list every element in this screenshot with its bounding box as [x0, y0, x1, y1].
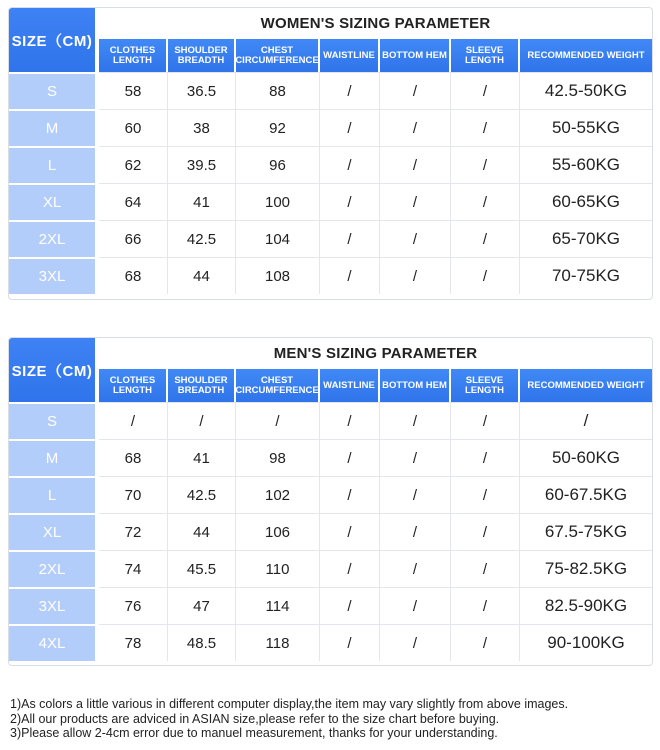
size-label: 2XL [9, 220, 97, 257]
cell-chest-circumference: / [236, 402, 320, 439]
cell-chest-circumference: 104 [236, 220, 320, 257]
cell-sleeve-length: / [451, 624, 520, 661]
size-label: 2XL [9, 550, 97, 587]
cell-bottom-hem: / [380, 550, 451, 587]
cell-waistline: / [320, 220, 380, 257]
cell-chest-circumference: 88 [236, 72, 320, 109]
cell-waistline: / [320, 513, 380, 550]
footnote: 3)Please allow 2-4cm error due to manuel measurement, thanks for your understanding. [10, 726, 498, 740]
cell-recommended-weight: 60-65KG [520, 183, 652, 220]
col-header-chest-circumference: CHEST CIRCUMFERENCE [236, 39, 320, 72]
size-column-header: SIZE（CM) [9, 338, 97, 402]
cell-recommended-weight: 82.5-90KG [520, 587, 652, 624]
size-label: L [9, 146, 97, 183]
cell-bottom-hem: / [380, 513, 451, 550]
col-header-clothes-length: CLOTHES LENGTH [99, 369, 168, 402]
size-label: S [9, 72, 97, 109]
cell-sleeve-length: / [451, 550, 520, 587]
cell-waistline: / [320, 257, 380, 294]
cell-sleeve-length: / [451, 402, 520, 439]
cell-shoulder-breadth: 44 [168, 513, 236, 550]
cell-recommended-weight: 75-82.5KG [520, 550, 652, 587]
col-header-waistline: WAISTLINE [320, 39, 380, 72]
cell-chest-circumference: 98 [236, 439, 320, 476]
cell-sleeve-length: / [451, 587, 520, 624]
cell-bottom-hem: / [380, 476, 451, 513]
cell-bottom-hem: / [380, 220, 451, 257]
cell-sleeve-length: / [451, 183, 520, 220]
size-label: 3XL [9, 257, 97, 294]
cell-sleeve-length: / [451, 220, 520, 257]
cell-sleeve-length: / [451, 257, 520, 294]
cell-clothes-length: 78 [99, 624, 168, 661]
cell-clothes-length: 68 [99, 257, 168, 294]
cell-bottom-hem: / [380, 146, 451, 183]
cell-bottom-hem: / [380, 183, 451, 220]
cell-recommended-weight: 55-60KG [520, 146, 652, 183]
cell-shoulder-breadth: / [168, 402, 236, 439]
footnote: 1)As colors a little various in different computer display,the item may vary slightly from above images. [10, 697, 569, 711]
cell-chest-circumference: 114 [236, 587, 320, 624]
table-title: WOMEN'S SIZING PARAMETER [260, 14, 491, 32]
cell-shoulder-breadth: 41 [168, 183, 236, 220]
cell-shoulder-breadth: 44 [168, 257, 236, 294]
cell-clothes-length: 70 [99, 476, 168, 513]
cell-shoulder-breadth: 47 [168, 587, 236, 624]
cell-waistline: / [320, 402, 380, 439]
cell-chest-circumference: 100 [236, 183, 320, 220]
cell-sleeve-length: / [451, 513, 520, 550]
cell-waistline: / [320, 109, 380, 146]
cell-bottom-hem: / [380, 109, 451, 146]
size-label: XL [9, 513, 97, 550]
size-column-header: SIZE（CM) [9, 8, 97, 72]
size-label: M [9, 109, 97, 146]
size-label: 4XL [9, 624, 97, 661]
cell-recommended-weight: 90-100KG [520, 624, 652, 661]
womens-size-table [8, 7, 653, 300]
cell-recommended-weight: 50-60KG [520, 439, 652, 476]
col-header-sleeve-length: SLEEVE LENGTH [451, 369, 520, 402]
col-header-bottom-hem: BOTTOM HEM [380, 369, 451, 402]
cell-clothes-length: 66 [99, 220, 168, 257]
cell-sleeve-length: / [451, 72, 520, 109]
cell-waistline: / [320, 624, 380, 661]
cell-shoulder-breadth: 39.5 [168, 146, 236, 183]
col-header-waistline: WAISTLINE [320, 369, 380, 402]
size-label: XL [9, 183, 97, 220]
cell-clothes-length: 74 [99, 550, 168, 587]
cell-recommended-weight: 42.5-50KG [520, 72, 652, 109]
cell-bottom-hem: / [380, 624, 451, 661]
cell-chest-circumference: 92 [236, 109, 320, 146]
size-label: L [9, 476, 97, 513]
cell-shoulder-breadth: 36.5 [168, 72, 236, 109]
col-header-recommended-weight: RECOMMENDED WEIGHT [520, 39, 652, 72]
cell-recommended-weight: / [520, 402, 652, 439]
size-label: 3XL [9, 587, 97, 624]
cell-chest-circumference: 96 [236, 146, 320, 183]
footnote: 2)All our products are adviced in ASIAN size,please refer to the size chart before buying. [10, 711, 500, 726]
cell-chest-circumference: 102 [236, 476, 320, 513]
cell-clothes-length: 62 [99, 146, 168, 183]
cell-waistline: / [320, 476, 380, 513]
cell-clothes-length: 72 [99, 513, 168, 550]
cell-shoulder-breadth: 42.5 [168, 220, 236, 257]
cell-sleeve-length: / [451, 109, 520, 146]
col-header-shoulder-breadth: SHOULDER BREADTH [168, 39, 236, 72]
cell-waistline: / [320, 146, 380, 183]
cell-clothes-length: 64 [99, 183, 168, 220]
cell-bottom-hem: / [380, 72, 451, 109]
cell-waistline: / [320, 550, 380, 587]
cell-sleeve-length: / [451, 476, 520, 513]
cell-shoulder-breadth: 42.5 [168, 476, 236, 513]
cell-waistline: / [320, 587, 380, 624]
size-label: M [9, 439, 97, 476]
cell-recommended-weight: 60-67.5KG [520, 476, 652, 513]
cell-bottom-hem: / [380, 402, 451, 439]
cell-shoulder-breadth: 41 [168, 439, 236, 476]
footnotes [10, 697, 650, 741]
col-header-shoulder-breadth: SHOULDER BREADTH [168, 369, 236, 402]
cell-waistline: / [320, 72, 380, 109]
cell-clothes-length: 76 [99, 587, 168, 624]
col-header-clothes-length: CLOTHES LENGTH [99, 39, 168, 72]
col-header-chest-circumference: CHEST CIRCUMFERENCE [236, 369, 320, 402]
cell-sleeve-length: / [451, 146, 520, 183]
table-title: MEN'S SIZING PARAMETER [273, 344, 478, 362]
cell-recommended-weight: 50-55KG [520, 109, 652, 146]
cell-sleeve-length: / [451, 439, 520, 476]
cell-chest-circumference: 106 [236, 513, 320, 550]
cell-shoulder-breadth: 45.5 [168, 550, 236, 587]
cell-clothes-length: 68 [99, 439, 168, 476]
cell-recommended-weight: 70-75KG [520, 257, 652, 294]
size-label: S [9, 402, 97, 439]
cell-bottom-hem: / [380, 439, 451, 476]
col-header-recommended-weight: RECOMMENDED WEIGHT [520, 369, 652, 402]
cell-chest-circumference: 118 [236, 624, 320, 661]
cell-chest-circumference: 110 [236, 550, 320, 587]
col-header-sleeve-length: SLEEVE LENGTH [451, 39, 520, 72]
cell-waistline: / [320, 439, 380, 476]
cell-clothes-length: / [99, 402, 168, 439]
cell-shoulder-breadth: 38 [168, 109, 236, 146]
cell-recommended-weight: 65-70KG [520, 220, 652, 257]
cell-chest-circumference: 108 [236, 257, 320, 294]
cell-waistline: / [320, 183, 380, 220]
cell-shoulder-breadth: 48.5 [168, 624, 236, 661]
cell-recommended-weight: 67.5-75KG [520, 513, 652, 550]
col-header-bottom-hem: BOTTOM HEM [380, 39, 451, 72]
cell-bottom-hem: / [380, 257, 451, 294]
cell-clothes-length: 60 [99, 109, 168, 146]
cell-clothes-length: 58 [99, 72, 168, 109]
mens-size-table [8, 337, 653, 666]
cell-bottom-hem: / [380, 587, 451, 624]
